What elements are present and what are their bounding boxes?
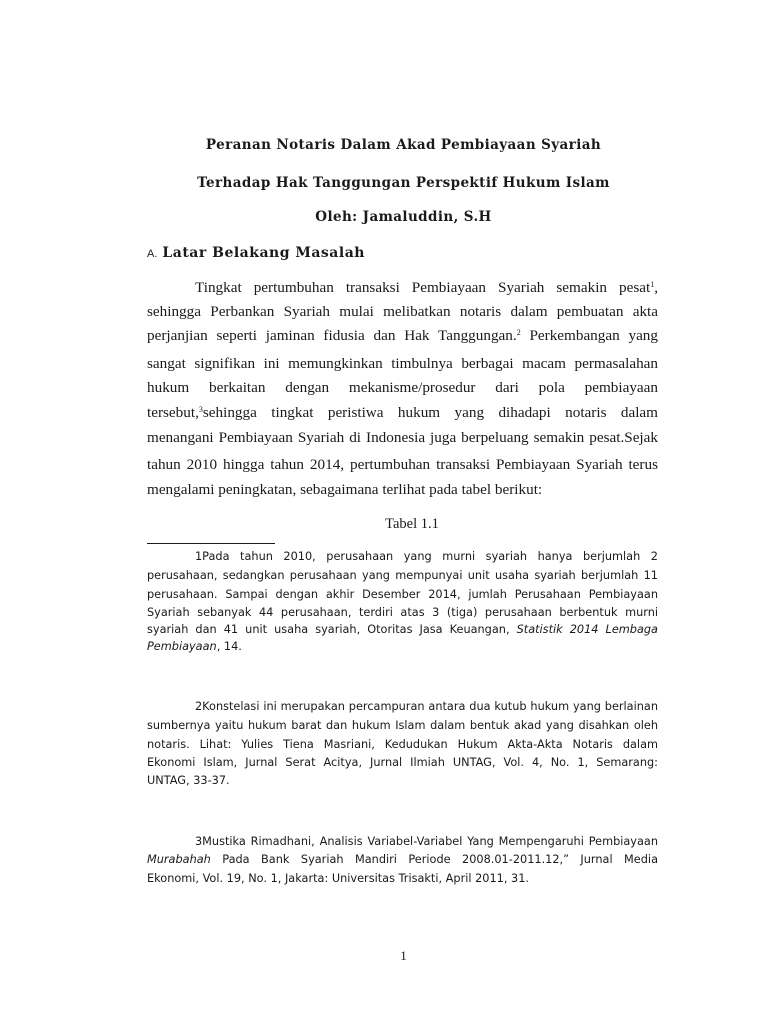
footnote-separator xyxy=(147,543,275,544)
footnote-1-line: Syariah sebanyak 44 perusahaan, terdiri atas 3 (tiga) perusahaan berbentuk murni xyxy=(147,606,658,619)
footnote-1-line: Pembiayaan, 14. xyxy=(147,640,242,653)
footnote-2-line: sumbernya yaitu hukum barat dan hukum Islam dalam bentuk akad yang disahkan oleh xyxy=(147,719,658,732)
footnote-2-line: UNTAG, 33-37. xyxy=(147,774,230,787)
section-title: Latar Belakang Masalah xyxy=(162,245,365,261)
paragraph-line: tersebut,$^3$sehingga tingkat peristiwa hukum yang dihadapi notaris dalam xyxy=(147,404,658,421)
section-letter: A. xyxy=(147,248,158,260)
footnote-1-line: syariah dan 41 unit usaha syariah, Otoritas Jasa Keuangan, Statistik 2014 Lembaga xyxy=(147,623,658,636)
table-caption: Tabel 1.1 xyxy=(385,516,439,532)
page-number: 1 xyxy=(400,948,407,963)
document-author: Oleh: Jamaluddin, S.H xyxy=(315,209,492,225)
paragraph-line: sehingga Perbankan Syariah mulai melibatkan notaris dalam pembuatan akta xyxy=(147,303,658,320)
footnote-3-line: Murabahah Pada Bank Syariah Mandiri Periode 2008.01-2011.12,” Jurnal Media xyxy=(147,853,658,866)
paragraph-line: sangat signifikan ini memungkinkan timbulnya berbagai macam permasalahan xyxy=(147,355,658,372)
footnote-2-line: Ekonomi Islam, Jurnal Serat Acitya, Jurnal Ilmiah UNTAG, Vol. 4, No. 1, Semarang: xyxy=(147,756,658,769)
paragraph-line: perjanjian seperti jaminan fidusia dan Hak Tanggungan.$^2$ Perkembangan yang xyxy=(147,327,658,344)
paragraph-line: menangani Pembiayaan Syariah di Indonesia juga berpeluang semakin pesat.Sejak xyxy=(147,429,658,446)
document-title-line-2: Terhadap Hak Tanggungan Perspektif Hukum Islam xyxy=(197,175,610,191)
paragraph-line: hukum berkaitan dengan mekanisme/prosedur dari pola pembiayaan xyxy=(147,379,658,396)
footnote-2-line: 2Konstelasi ini merupakan percampuran antara dua kutub hukum yang berlainan xyxy=(195,700,658,713)
footnote-3-line: Ekonomi, Vol. 19, No. 1, Jakarta: Universitas Trisakti, April 2011, 31. xyxy=(147,872,529,885)
footnote-1-line: perusahaan. Sampai dengan akhir Desember 2014, jumlah Perusahaan Pembiayaan xyxy=(147,588,658,601)
footnote-2-line: notaris. Lihat: Yulies Tiena Masriani, Kedudukan Hukum Akta-Akta Notaris dalam xyxy=(147,738,658,751)
document-title-line-1: Peranan Notaris Dalam Akad Pembiayaan Syariah xyxy=(205,137,602,153)
footnote-1-line: perusahaan, sedangkan perusahaan yang mempunyai unit usaha syariah berjumlah 11 xyxy=(147,569,658,582)
paragraph-line: tahun 2010 hingga tahun 2014, pertumbuhan transaksi Pembiayaan Syariah terus xyxy=(147,456,658,473)
paragraph-line: Tingkat pertumbuhan transaksi Pembiayaan Syariah semakin pesat$^1$, xyxy=(195,279,658,296)
section-heading xyxy=(147,242,365,261)
footnote-1-line: 1Pada tahun 2010, perusahaan yang murni syariah hanya berjumlah 2 xyxy=(195,550,658,563)
paragraph-line: mengalami peningkatan, sebagaimana terlihat pada tabel berikut: xyxy=(147,481,543,498)
footnote-3-line: 3Mustika Rimadhani, Analisis Variabel-Variabel Yang Mempengaruhi Pembiayaan xyxy=(195,835,658,848)
